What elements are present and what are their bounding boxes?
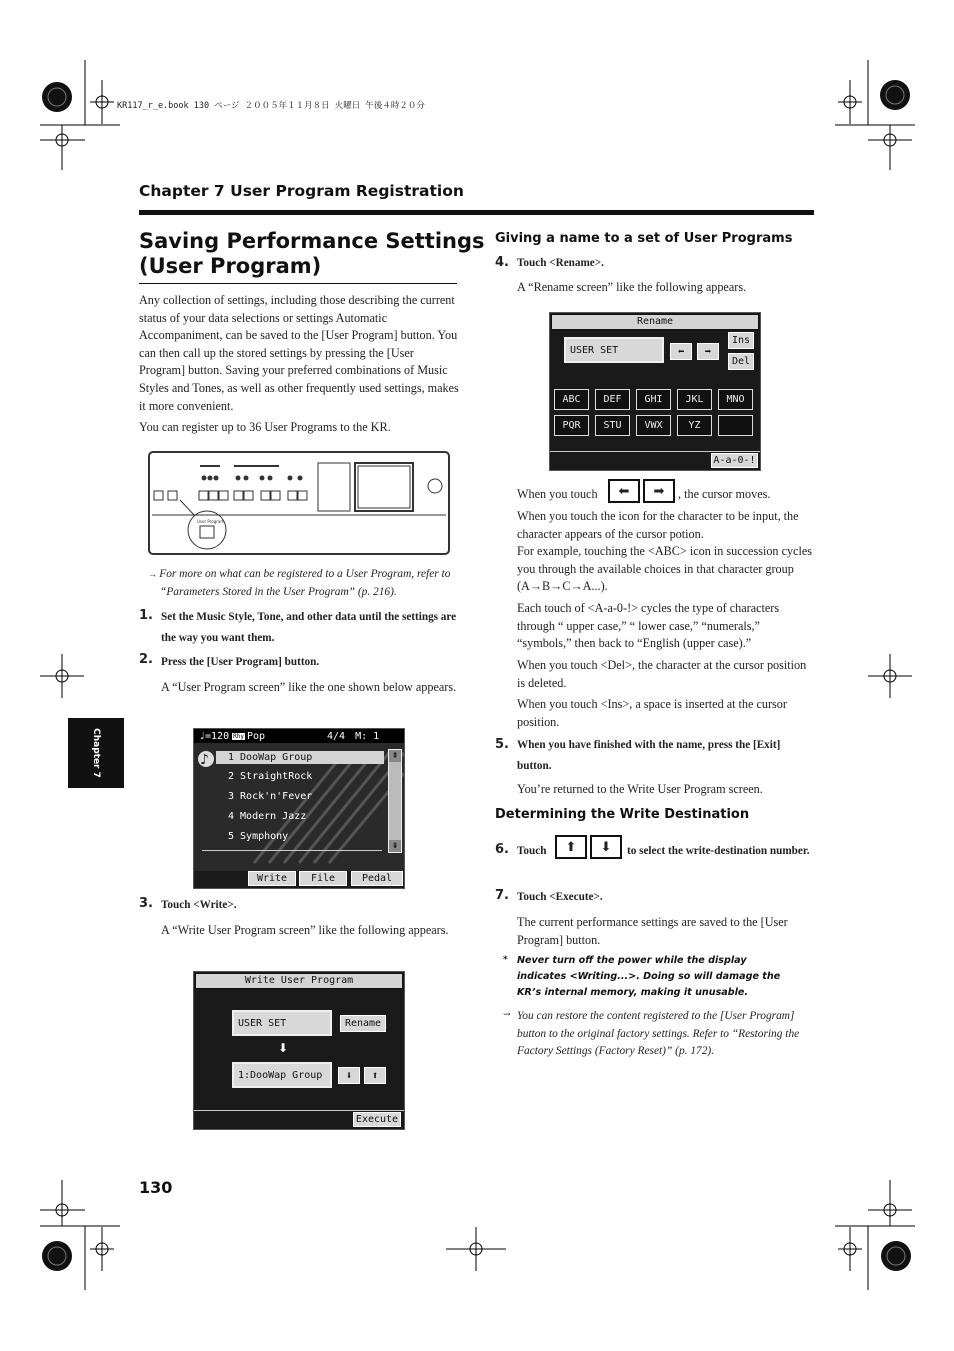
ins-button[interactable]: Ins (728, 332, 754, 349)
status-bar (194, 729, 404, 743)
pedal-button[interactable]: Pedal (351, 871, 403, 886)
program-list-item[interactable]: 5 Symphony (228, 831, 289, 842)
title-underline (139, 283, 457, 284)
list-divider (202, 850, 382, 851)
dest-up-button[interactable] (364, 1067, 386, 1084)
key-def[interactable]: DEF (595, 389, 630, 410)
del-desc: When you touch <Del>, the character at the cursor position is deleted. (517, 658, 807, 690)
key-jkl[interactable]: JKL (677, 389, 712, 410)
scrollbar[interactable] (388, 749, 402, 853)
key-abc[interactable]: ABC (554, 389, 589, 410)
name-field[interactable]: USER SET (232, 1010, 332, 1036)
program-list-item[interactable]: 2 StraightRock (228, 771, 313, 782)
arrow-left-icon: ⬅ (677, 345, 685, 358)
ref-note (148, 566, 470, 601)
svg-text:♪: ♪ (200, 752, 209, 768)
intro-paragraph-2: You can register up to 36 User Programs to the KR. (139, 420, 391, 434)
cursor-left-inline-icon: ⬅ (608, 479, 640, 503)
panel-illustration (148, 451, 450, 555)
write-divider (194, 1110, 404, 1111)
step-6-number: 6. (495, 842, 509, 857)
rename-divider (550, 451, 760, 452)
style-name: Pop (246, 730, 266, 742)
meter-readout: 4/4 (327, 730, 346, 742)
del-button[interactable]: Del (728, 353, 754, 370)
char-mode-button[interactable]: A-a-0-! (711, 453, 758, 468)
rename-button[interactable]: Rename (340, 1015, 386, 1032)
write-screen-title: Write User Program (195, 973, 403, 989)
user-program-screen (193, 728, 405, 889)
step-1-number: 1. (139, 608, 153, 623)
step-6-text: to select the write-destination number. (627, 845, 810, 857)
section-head-naming: Giving a name to a set of User Programs (495, 231, 793, 246)
step-3-desc: A “Write User Program screen” like the following appears. (161, 923, 449, 937)
rhythm-badge: Rhy (233, 732, 244, 740)
arrow-up-icon: ⬆ (371, 1069, 379, 1082)
step-4-text: Touch <Rename>. (517, 257, 604, 269)
key-yz[interactable]: YZ (677, 415, 712, 436)
step-7-text: Touch <Execute>. (517, 891, 603, 903)
key-vwx[interactable]: VWX (636, 415, 671, 436)
cycle-desc: Each touch of <A-a-0-!> cycles the type of characters through “ upper case,” “ lower case,” “numerals,” “symbols,” then back to “English (upper case).” (517, 601, 780, 651)
chapter-rule (139, 210, 814, 215)
ref-note-text: For more on what can be registered to a User Program, refer to “Parameters Stored in the User Program” (p. 216). (159, 568, 451, 598)
program-list-item[interactable]: 3 Rock'n'Fever (228, 791, 313, 802)
step-5-desc: You’re returned to the Write User Program screen. (517, 782, 763, 796)
key-pqr[interactable]: PQR (554, 415, 589, 436)
program-list-item[interactable]: 4 Modern Jazz (228, 811, 307, 822)
cursor-right-button[interactable] (697, 343, 719, 360)
step-2-desc: A “User Program screen” like the one shown below appears. (161, 680, 457, 694)
step-7-number: 7. (495, 888, 509, 903)
section-title-line2: (User Program) (139, 254, 322, 278)
write-user-program-screen (193, 971, 405, 1130)
intro-paragraph: Any collection of settings, including those describing the current status of your data selections or settings Automatic Accompaniment, can be saved to the [User Program] button. You can then call up the stored settings by pressing the [User Program] button. Saving your preferred combinations of Music Styles and Tones, as well as other frequently used settings, makes it more convenient. (139, 293, 459, 413)
execute-button[interactable]: Execute (353, 1112, 401, 1127)
tempo-readout: ♩=120 (199, 730, 230, 742)
warning-text: Never turn off the power while the display indicates <Writing...>. Doing so will damage the KR’s internal memory, making it unusable. (517, 955, 781, 999)
ref-arrow-icon: → (148, 569, 160, 579)
rename-name-field[interactable]: USER SET (564, 337, 664, 363)
chapter-side-tab (68, 718, 124, 788)
rename-screen-title: Rename (551, 314, 759, 330)
step-3-number: 3. (139, 896, 153, 911)
destination-field[interactable]: 1:DooWap Group (232, 1062, 332, 1088)
step-2-text: Press the [User Program] button. (161, 656, 320, 668)
rename-screen (549, 312, 761, 471)
program-list-item-selected[interactable]: 1 DooWap Group (216, 751, 384, 764)
down-inline-icon: ⬇ (590, 835, 622, 859)
print-header: KR117_r_e.book 130 ページ ２００５年１１月８日 火曜日 午後４時２０分 (117, 101, 425, 111)
key-mno[interactable]: MNO (718, 389, 753, 410)
step-3-text: Touch <Write>. (161, 899, 237, 911)
cursor-left-button[interactable] (670, 343, 692, 360)
arrow-right-icon: ➡ (704, 345, 712, 358)
measure-readout: M: 1 (355, 730, 380, 742)
scroll-down-icon[interactable]: ⇟ (389, 840, 401, 852)
section-head-destination: Determining the Write Destination (495, 807, 750, 822)
icon-desc: When you touch the icon for the character to be input, the character appears of the cursor potion. (517, 509, 799, 541)
arrow-down-icon: ⬇ (345, 1069, 353, 1082)
step-6-pre: Touch (517, 845, 547, 857)
panel-drawing (150, 453, 448, 553)
restore-note: You can restore the content registered to the [User Program] button to the original factory settings. Refer to “Restoring the Factory Settings (Factory Reset)” (p. 172). (517, 1010, 800, 1058)
page-number: 130 (139, 1178, 173, 1197)
dest-down-button[interactable] (338, 1067, 360, 1084)
up-inline-icon: ⬆ (555, 835, 587, 859)
section-title-line1: Saving Performance Settings (139, 229, 485, 253)
key-ghi[interactable]: GHI (636, 389, 671, 410)
cursor-desc-pre: When you touch (517, 487, 598, 501)
panel-callout-label: User Program (197, 519, 225, 524)
step-4-number: 4. (495, 255, 509, 270)
key-stu[interactable]: STU (595, 415, 630, 436)
cursor-right-inline-icon: ➡ (643, 479, 675, 503)
down-arrow-icon: ⬇ (278, 1041, 289, 1055)
example-desc: For example, touching the <ABC> icon in succession cycles you through the available choices in that character group (A→B→C→A...). (517, 544, 813, 594)
scroll-up-icon[interactable]: ⇞ (389, 750, 401, 762)
step-7-desc: The current performance settings are saved to the [User Program] button. (517, 915, 788, 947)
step-5-number: 5. (495, 737, 509, 752)
step-4-desc: A “Rename screen” like the following appears. (517, 280, 747, 294)
key-blank[interactable] (718, 415, 753, 436)
chapter-heading: Chapter 7 User Program Registration (139, 182, 464, 200)
file-button[interactable]: File (299, 871, 347, 886)
restore-arrow-icon: → (503, 1010, 511, 1020)
section-title (139, 229, 485, 279)
ins-desc: When you touch <Ins>, a space is inserted at the cursor position. (517, 697, 787, 729)
step-1-text: Set the Music Style, Tone, and other data until the settings are the way you want them. (161, 611, 457, 644)
cursor-desc-post: , the cursor moves. (678, 487, 771, 501)
warning-mark: * (503, 955, 508, 965)
step-2-number: 2. (139, 652, 153, 667)
side-tab-label: Chapter 7 (91, 728, 101, 778)
step-5-text: When you have finished with the name, press the [Exit] button. (517, 739, 781, 772)
write-button[interactable]: Write (248, 871, 296, 886)
